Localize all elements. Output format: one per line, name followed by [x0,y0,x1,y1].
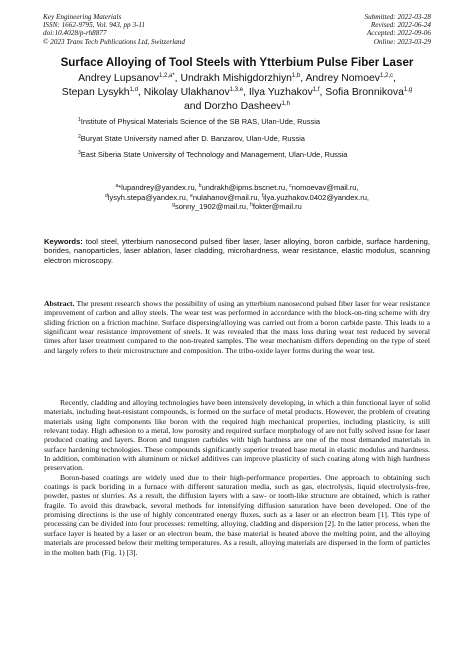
keywords-text: tool steel, ytterbium nanosecond pulsed fiber laser, laser alloying, boron carbide, surface hardening, borides, nanoparticles, laser ablation, laser cladding, microhardness, wear resistance, elastic modulus, scanning electron microscopy. [44,237,430,265]
email-line [40,183,434,193]
journal-copyright: © 2023 Trans Tech Publications Ltd, Switzerland [43,37,185,46]
email: $^f$ilya.yuzhakov.0402@yandex.ru, [261,192,369,202]
email: $^a$*lupandrey@yandex.ru, [115,183,199,192]
email: $^g$sonny_1902@mail.ru, [172,202,251,212]
affiliation-list [78,117,444,167]
author: and Dorzho Dasheev$^{1,h}$ [184,101,290,112]
author-list [36,72,438,114]
body-text [44,370,430,557]
page-header [43,13,431,57]
author: Andrey Lupsanov$^{1,2,a*}$, [78,73,181,84]
abstract-label: Abstract. [44,299,75,308]
author: Nikolay Ulakhanov$^{1,3,e}$, [143,87,249,98]
section-gap [44,370,430,398]
date-revised: Revised: 2022-06-24 [370,21,431,30]
paragraph: Boron-based coatings are widely used due to their high-performance properties. One approach to obtaining such coatings is pack boriding in a furnace with different saturation media, such as gas, electrolysis, liquid electrolysis-free, powder, pastes or slurries. As a result, the diffusion layers with a saw- or tooth-like structure are obtained, which is rather fragile. To avoid this drawback, several methods for intensifying diffusion saturation have been developed. One of the promising directions is the use of highly concentrated energy fluxes, such as a laser or an electron beam [1]. This type of processing can be divided into four processes: remelting, alloying, cladding and dispersion [2]. In the latter process, when the surface layer is heated by a laser or an electron beam, the base material is heated above the melting point, and the alloying materials are processed below their melting temperatures. As a result, alloying materials are dispersed in the form of particles in the molten bath (Fig. 1) [3]. [44,472,430,557]
author: Stepan Lysykh$^{1,d}$, [61,87,144,98]
paragraph: Recently, cladding and alloying technologies have been intensively developing, in which a thin functional layer of solid materials, including heat-resistant compounds, is formed on the surface of metal products. However, the problem of creating materials using light components like boron with the required high mechanical properties, including plasticity, is still relevant today. High adhesion to a metal, low porosity and required surface morphology of are not fully solved issue for laser produced coating and layers. Boron and tungsten carbides with high hardness are one of the most demanded materials in surface hardening technologies. These compounds significantly superior treated base metal in elastic modulus and hardness. In addition, combination with aluminum or nickel additives can improve plasticity of such coating along with high hardness preservation. [44,398,430,473]
keywords-section [44,237,430,265]
author: Ilya Yuzhakov$^{1,f}$, [248,87,326,98]
paper-title: Surface Alloying of Tool Steels with Ytterbium Pulse Fiber Laser [60,56,414,69]
affiliation: $^3$East Siberia State University of Technology and Management, Ulan-Ude, Russia [78,150,348,159]
journal-doi: doi:10.4028/p-rh8877 [43,29,107,38]
email-line [40,202,434,212]
author: Sofia Bronnikova$^{1,g}$ [325,87,413,98]
email: $^b$undrakh@ipms.bscnet.ru, [198,183,290,192]
date-online: Online: 2023-03-29 [373,37,431,46]
keywords-label: Keywords: [44,237,83,246]
affiliation: $^2$Buryat State University named after D. Banzarov, Ulan-Ude, Russia [78,133,305,143]
affiliation: $^1$Institute of Physical Materials Science of the SB RAS, Ulan-Ude, Russia [78,117,321,126]
email-line [40,193,434,203]
email: $^d$lysyh.stepa@yandex.ru, [105,192,191,202]
abstract-text: The present research shows the possibility of using an ytterbium nanosecond pulsed fiber laser for wear resistance improvement of carbon and alloy steels. The wear test was performed in accordance with the block-on-ring scheme with dry sliding friction on a friction machine. Surface dispersing/alloying was carried out from a boron carbide paste. This leads to a significant wear resistance improvement of steels. It was revealed that the mass loss during wear test reduced by several times after laser treatment compared to the non-treated samples. The wear mechanism differs depending on the type of steel and largely refers to their microstructure and composition. The tribo-oxide layer forms during the wear test. [44,299,430,355]
email: $^c$nomoevav@mail.ru, [289,183,359,192]
article-dates [365,13,431,46]
author: Andrey Nomoev$^{1,2,c}$, [305,73,396,84]
journal-issn: ISSN: 1662-9795, Vol. 943, pp 3-11 [43,21,146,30]
journal-info [43,13,185,46]
abstract-section [44,299,430,355]
date-submitted: Submitted: 2022-03-28 [364,13,431,21]
email: $^e$nulahanov@mail.ru, [190,192,262,202]
journal-name: Key Engineering Materials [43,13,122,21]
date-accepted: Accepted: 2022-09-06 [366,29,431,38]
email: $^h$fokter@mail.ru [250,202,302,212]
email-list [40,183,434,212]
author: Undrakh Mishigdorzhiyn$^{1,b}$, [180,73,306,84]
